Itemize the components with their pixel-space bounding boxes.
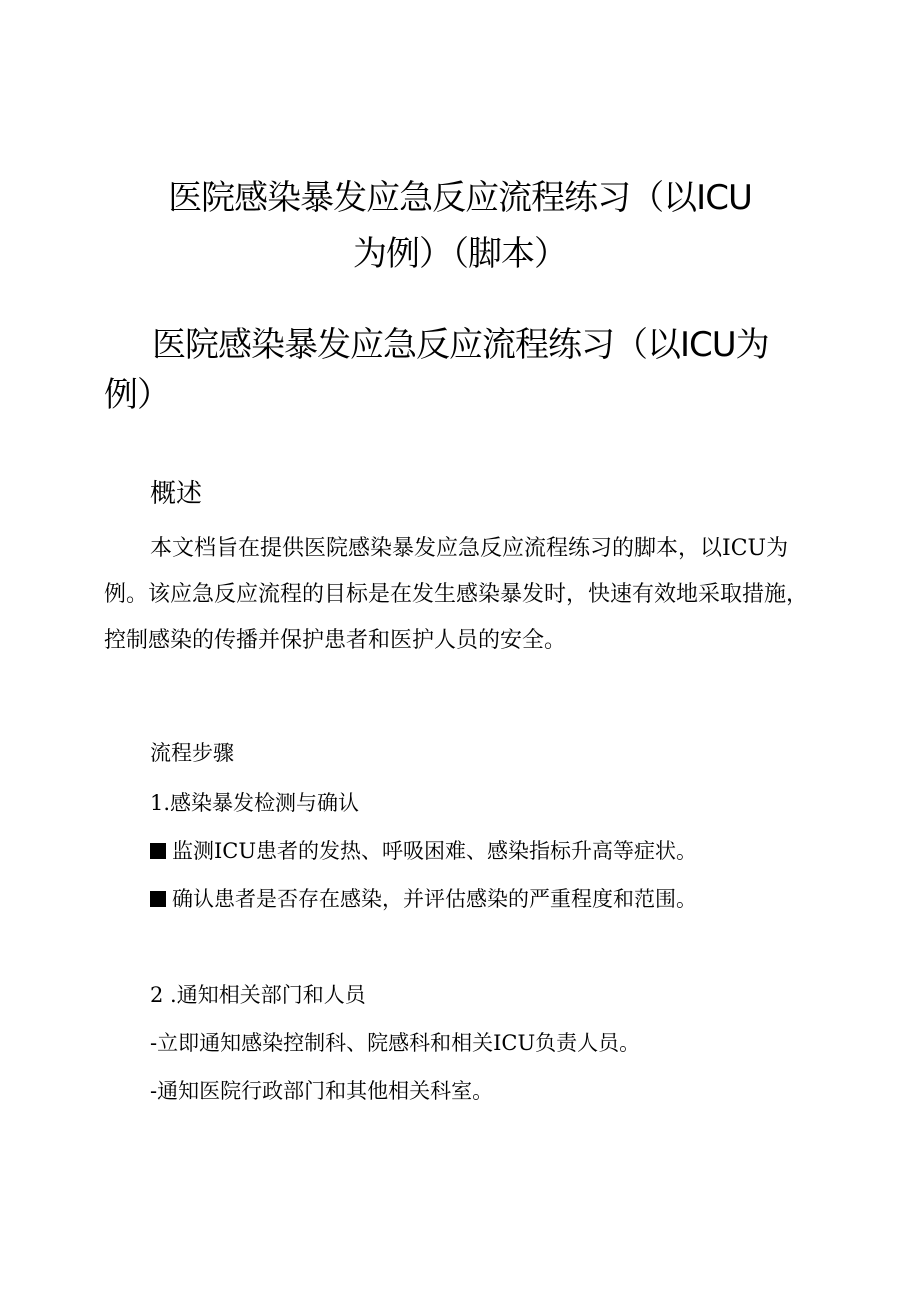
overview-line-2: 例。该应急反应流程的目标是在发生感染暴发时，快速有效地采取措施， [104,582,809,607]
document-title [60,170,860,282]
overview-line-1: 本文档旨在提供医院感染暴发应急反应流程练习的脚本，以ICU为 [150,536,789,561]
overview-line-3: 控制感染的传播并保护患者和医护人员的安全。 [104,628,567,653]
document-title-line-2: 为例）（脚本） [353,234,567,274]
overview-heading: 概述 [150,479,203,509]
step-1-item-text: 确认患者是否存在感染，并评估感染的严重程度和范围。 [172,887,697,911]
document-subtitle-line-2: 例） [104,375,170,415]
step-2-title: 2 .通知相关部门和人员 [150,983,366,1007]
step-2-item: -立即通知感染控制科、院感科和相关ICU负责人员。 [150,1031,641,1055]
steps-heading: 流程步骤 [150,741,234,765]
step-1-item [150,836,697,866]
step-2-item: -通知医院行政部门和其他相关科室。 [150,1079,494,1103]
document-subtitle-line-1: 医院感染暴发应急反应流程练习（以ICU为 [152,325,769,365]
overview-paragraph [104,526,826,664]
square-bullet-icon [150,891,166,907]
step-1-item-text: 监测ICU患者的发热、呼吸困难、感染指标升高等症状。 [172,839,698,863]
document-subtitle [104,320,834,420]
square-bullet-icon [150,843,166,859]
document-title-line-1: 医院感染暴发应急反应流程练习（以ICU [168,178,752,218]
step-1-item [150,884,697,914]
step-1-title: 1.感染暴发检测与确认 [150,791,360,815]
